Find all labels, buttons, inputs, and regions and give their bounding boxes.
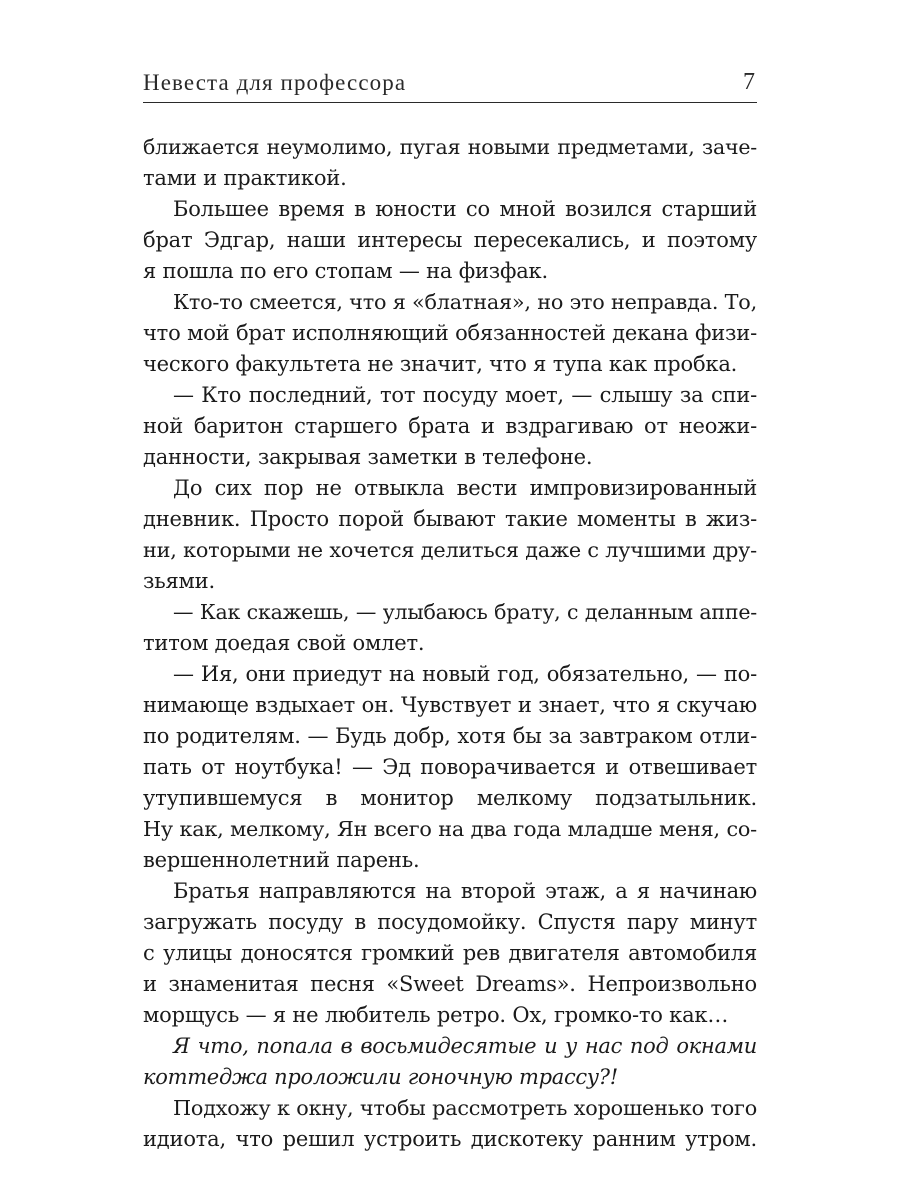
running-header [143, 62, 757, 103]
text-line: вершеннолетний парень. [143, 848, 420, 872]
text-line: Подхожу к окну, чтобы рассмотреть хорошенько того [173, 1096, 757, 1120]
text-line: Большее время в юности со мной возился старший [173, 197, 757, 221]
text-line: и знаменитая песня «Sweet Dreams». Непроизвольно [143, 972, 757, 996]
text-line: — Как скажешь, — улыбаюсь брату, с деланным аппе- [173, 600, 757, 624]
text-line: дневник. Просто порой бывают такие моменты в жиз- [143, 507, 757, 531]
text-line: До сих пор не отвыкла вести импровизированный [173, 476, 757, 500]
page-number: 7 [743, 69, 755, 95]
text-line: я пошла по его стопам — на физфак. [143, 259, 548, 283]
italic-text-line: коттеджа проложили гоночную трассу?! [143, 1065, 618, 1089]
italic-text-line: Я что, попала в восьмидесятые и у нас под окнами [173, 1034, 757, 1058]
text-line: что мой брат исполняющий обязанностей декана физи- [143, 321, 757, 345]
body-text [143, 132, 757, 1155]
text-line: нимающе вздыхает он. Чувствует и знает, что я скучаю [143, 693, 757, 717]
text-line: ближается неумолимо, пугая новыми предметами, заче- [143, 135, 757, 159]
text-line: — Кто последний, тот посуду моет, — слышу за спи- [173, 383, 757, 407]
text-line: по родителям. — Будь добр, хотя бы за завтраком отли- [143, 724, 757, 748]
text-line: тами и практикой. [143, 166, 347, 190]
text-line: морщусь — я не любитель ретро. Ох, громко-то как… [143, 1003, 729, 1027]
running-title: Невеста для профессора [143, 70, 407, 95]
text-line: ческого факультета не значит, что я тупа как пробка. [143, 352, 738, 376]
text-line: ни, которыми не хочется делиться даже с лучшими дру- [143, 538, 757, 562]
text-line: ной баритон старшего брата и вздрагиваю от неожи- [143, 414, 757, 438]
text-line: брат Эдгар, наши интересы пересекались, и поэтому [143, 228, 757, 252]
text-line: пать от ноутбука! — Эд поворачивается и отвешивает [143, 755, 757, 779]
text-line: титом доедая свой омлет. [143, 631, 425, 655]
text-line: с улицы доносятся громкий рев двигателя автомобиля [143, 941, 757, 965]
text-line: Братья направляются на второй этаж, а я начинаю [173, 879, 757, 903]
text-line: утупившемуся в монитор мелкому подзатыльник. [143, 786, 757, 810]
text-line: идиота, что решил устроить дискотеку ранним утром. [143, 1127, 757, 1151]
text-line: загружать посуду в посудомойку. Спустя пару минут [143, 910, 757, 934]
text-line: данности, закрывая заметки в телефоне. [143, 445, 593, 469]
text-line: — Ия, они приедут на новый год, обязательно, — по- [173, 662, 757, 686]
text-line: Ну как, мелкому, Ян всего на два года младше меня, со- [143, 817, 757, 841]
text-line: зьями. [143, 569, 215, 593]
text-line: Кто-то смеется, что я «блатная», но это неправда. То, [173, 290, 757, 314]
